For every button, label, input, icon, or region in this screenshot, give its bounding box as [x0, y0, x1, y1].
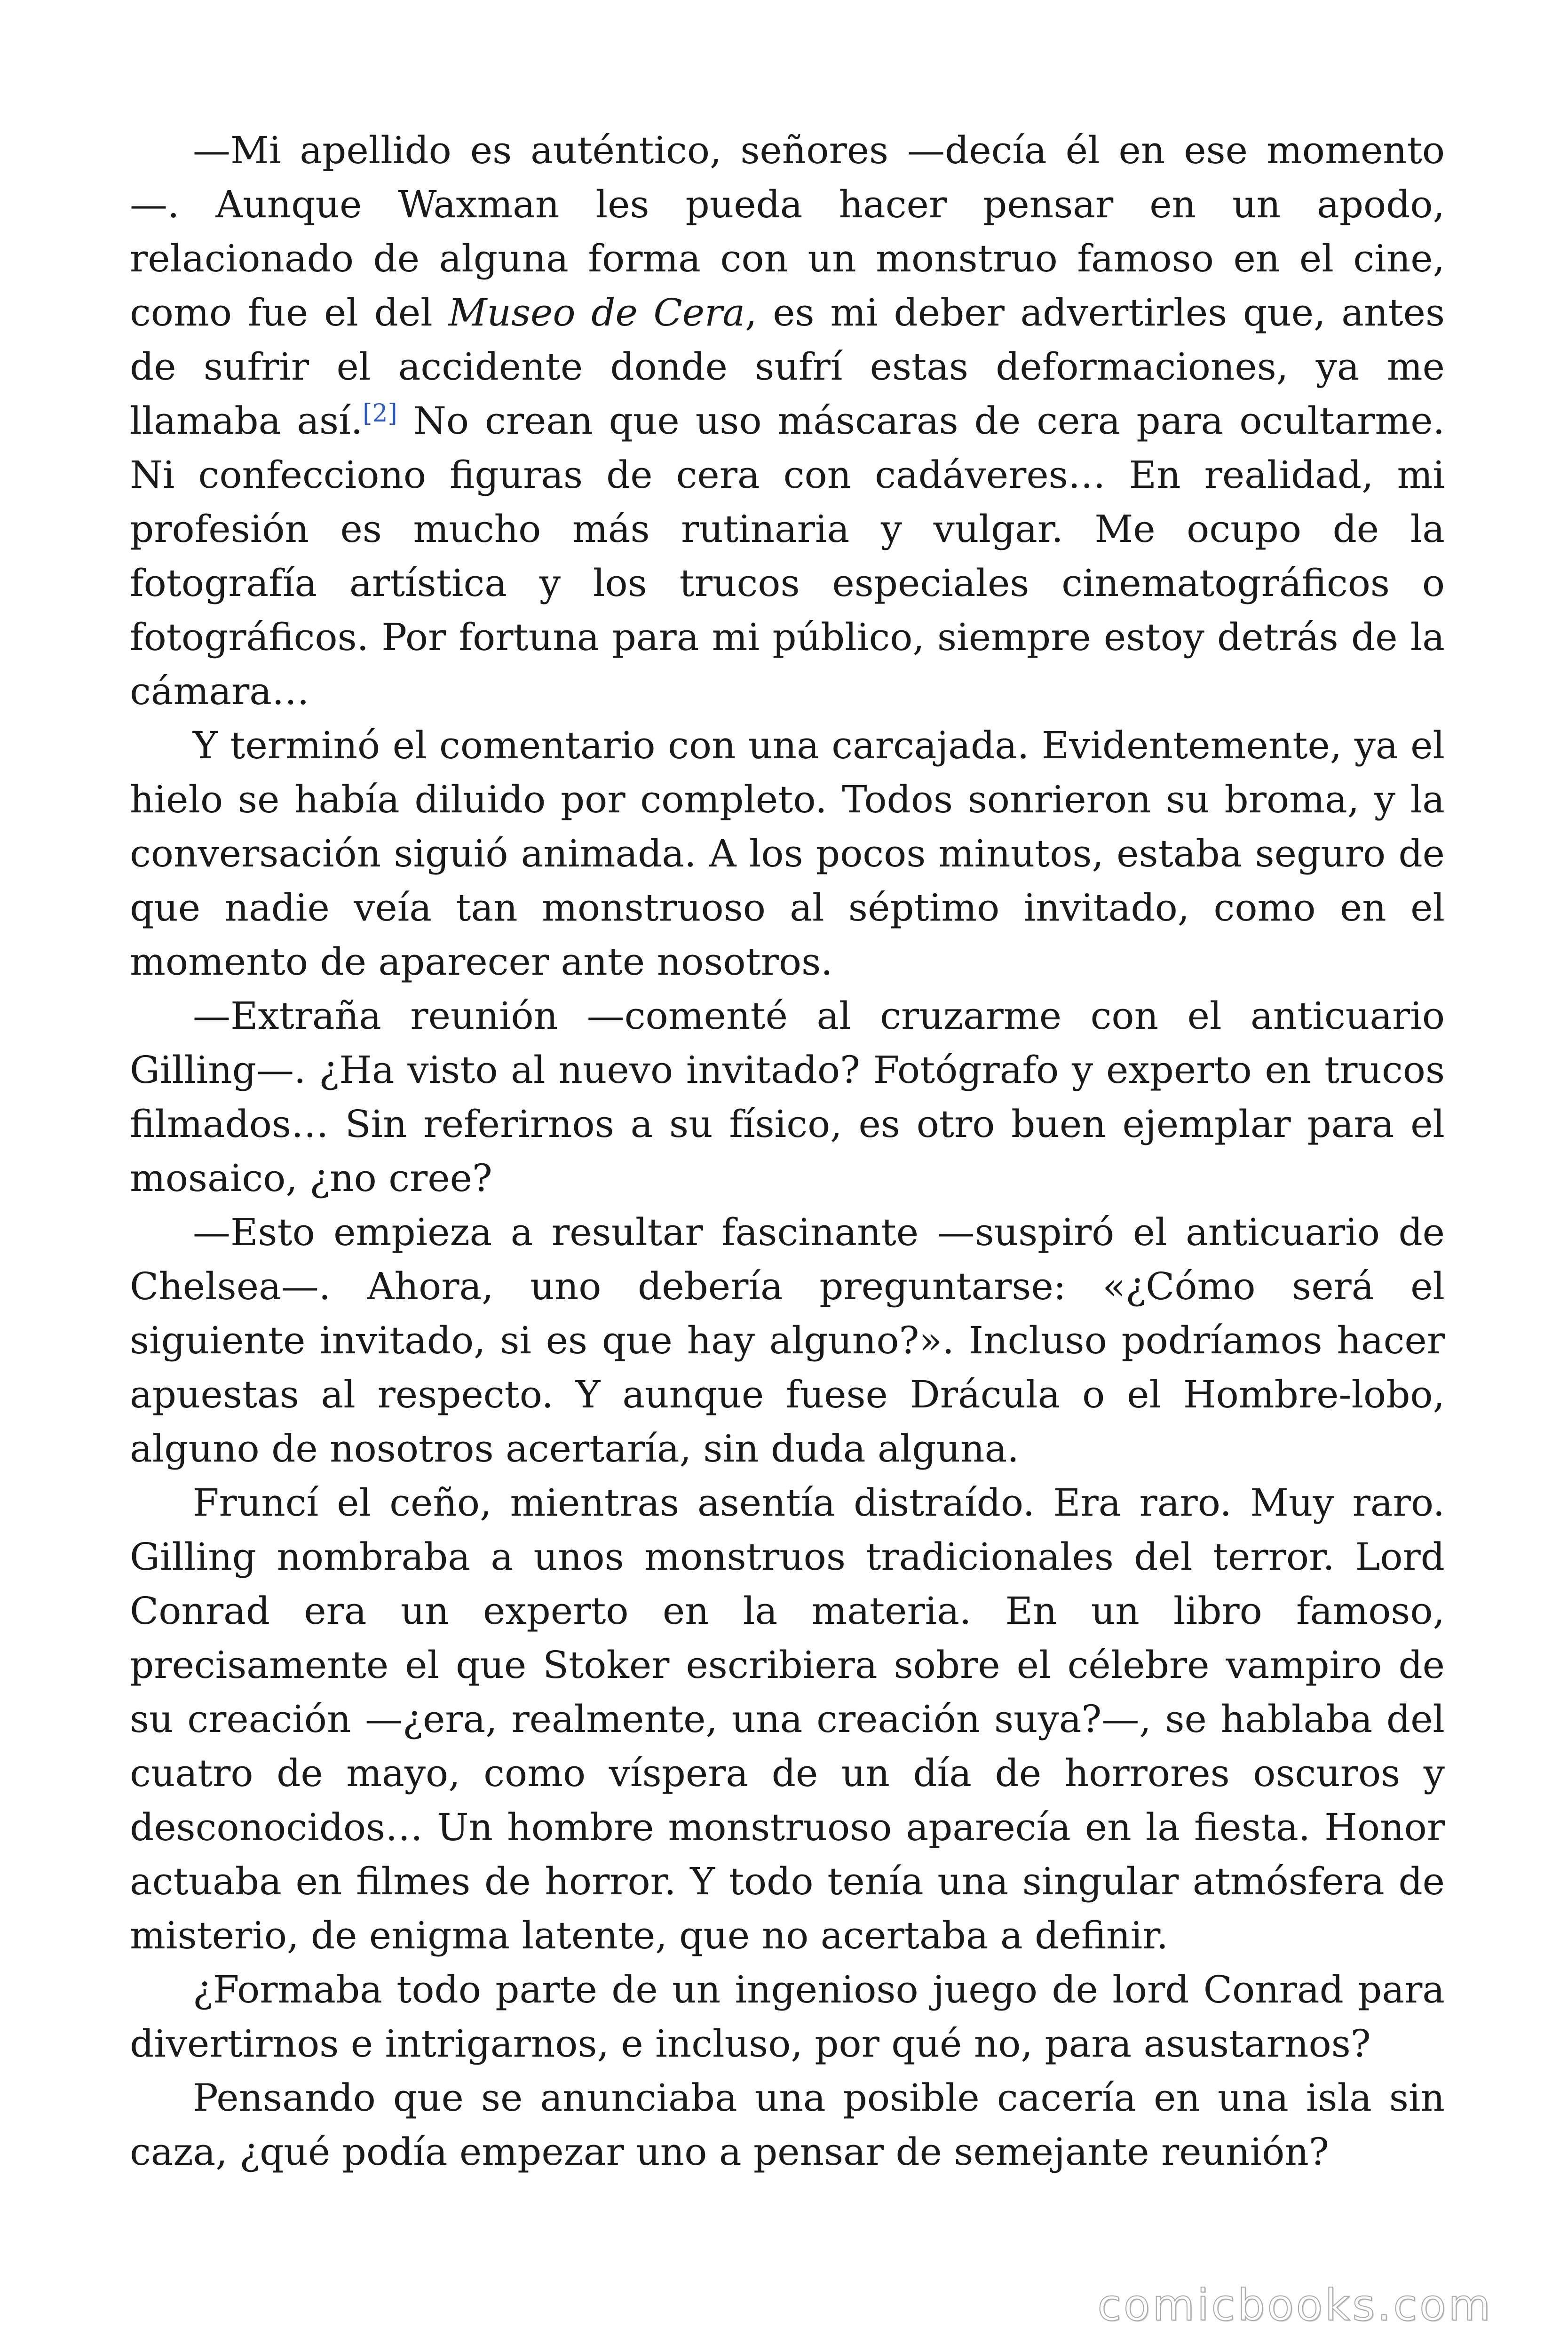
- watermark-text: comicbooks.com: [1097, 2280, 1493, 2330]
- paragraph-4: —Esto empieza a resultar fascinante —suspiró el anticuario de Chelsea—. Ahora, uno debería preguntarse: «¿Cómo será el siguiente invitado, si es que hay alguno?». Incluso podríamos hacer apuestas al respecto. Y aunque fuese Drácula o el Hombre-lobo, alguno de nosotros acertaría, sin duda alguna.: [130, 1210, 1445, 1470]
- paragraph-7: Pensando que se anunciaba una posible cacería en una isla sin caza, ¿qué podía empezar uno a pensar de semejante reunión?: [130, 2076, 1445, 2174]
- paragraph-1-part-3: No crean que uso máscaras de cera para ocultarme. Ni confecciono figuras de cera con cadáveres… En realidad, mi profesión es mucho más rutinaria y vulgar. Me ocupo de la fotografía artística y los trucos especiales cinematográficos o fotográficos. Por fortuna para mi público, siempre estoy detrás de la cámara…: [130, 399, 1445, 713]
- italic-title-museo-de-cera: Museo de Cera: [448, 291, 745, 334]
- paragraph-6: ¿Formaba todo parte de un ingenioso juego de lord Conrad para divertirnos e intrigarnos, e incluso, por qué no, para asustarnos?: [130, 1968, 1445, 2066]
- paragraph-2: Y terminó el comentario con una carcajada. Evidentemente, ya el hielo se había diluido por completo. Todos sonrieron su broma, y la conversación siguió animada. A los pocos minutos, estaba seguro de que nadie veía tan monstruoso al séptimo invitado, como en el momento de aparecer ante nosotros.: [130, 723, 1445, 984]
- paragraph-5: Fruncí el ceño, mientras asentía distraído. Era raro. Muy raro. Gilling nombraba a unos monstruos tradicionales del terror. Lord Conrad era un experto en la materia. En un libro famoso, precisamente el que Stoker escribiera sobre el célebre vampiro de su creación —¿era, realmente, una creación suya?—, se hablaba del cuatro de mayo, como víspera de un día de horrores oscuros y desconocidos… Un hombre monstruoso aparecía en la fiesta. Honor actuaba en filmes de horror. Y todo tenía una singular atmósfera de misterio, de enigma latente, que no acertaba a definir.: [130, 1481, 1445, 1957]
- footnote-link[interactable]: [2]: [363, 399, 397, 428]
- paragraph-1-part-2: , es mi deber advertirles que, antes de sufrir el accidente donde sufrí estas deformaciones, ya me llamaba así.: [130, 291, 1445, 443]
- paragraph-3: —Extraña reunión —comenté al cruzarme con el anticuario Gilling—. ¿Ha visto al nuevo invitado? Fotógrafo y experto en trucos filmados… Sin referirnos a su físico, es otro buen ejemplar para el mosaico, ¿no cree?: [130, 994, 1445, 1200]
- paragraph-1: [130, 123, 1445, 718]
- book-page-text: [130, 123, 1445, 2179]
- paragraph-1-part-1: —Mi apellido es auténtico, señores —decía él en ese momento —. Aunque Waxman les pueda hacer pensar en un apodo, relacionado de alguna forma con un monstruo famoso en el cine, como fue el del: [130, 128, 1445, 334]
